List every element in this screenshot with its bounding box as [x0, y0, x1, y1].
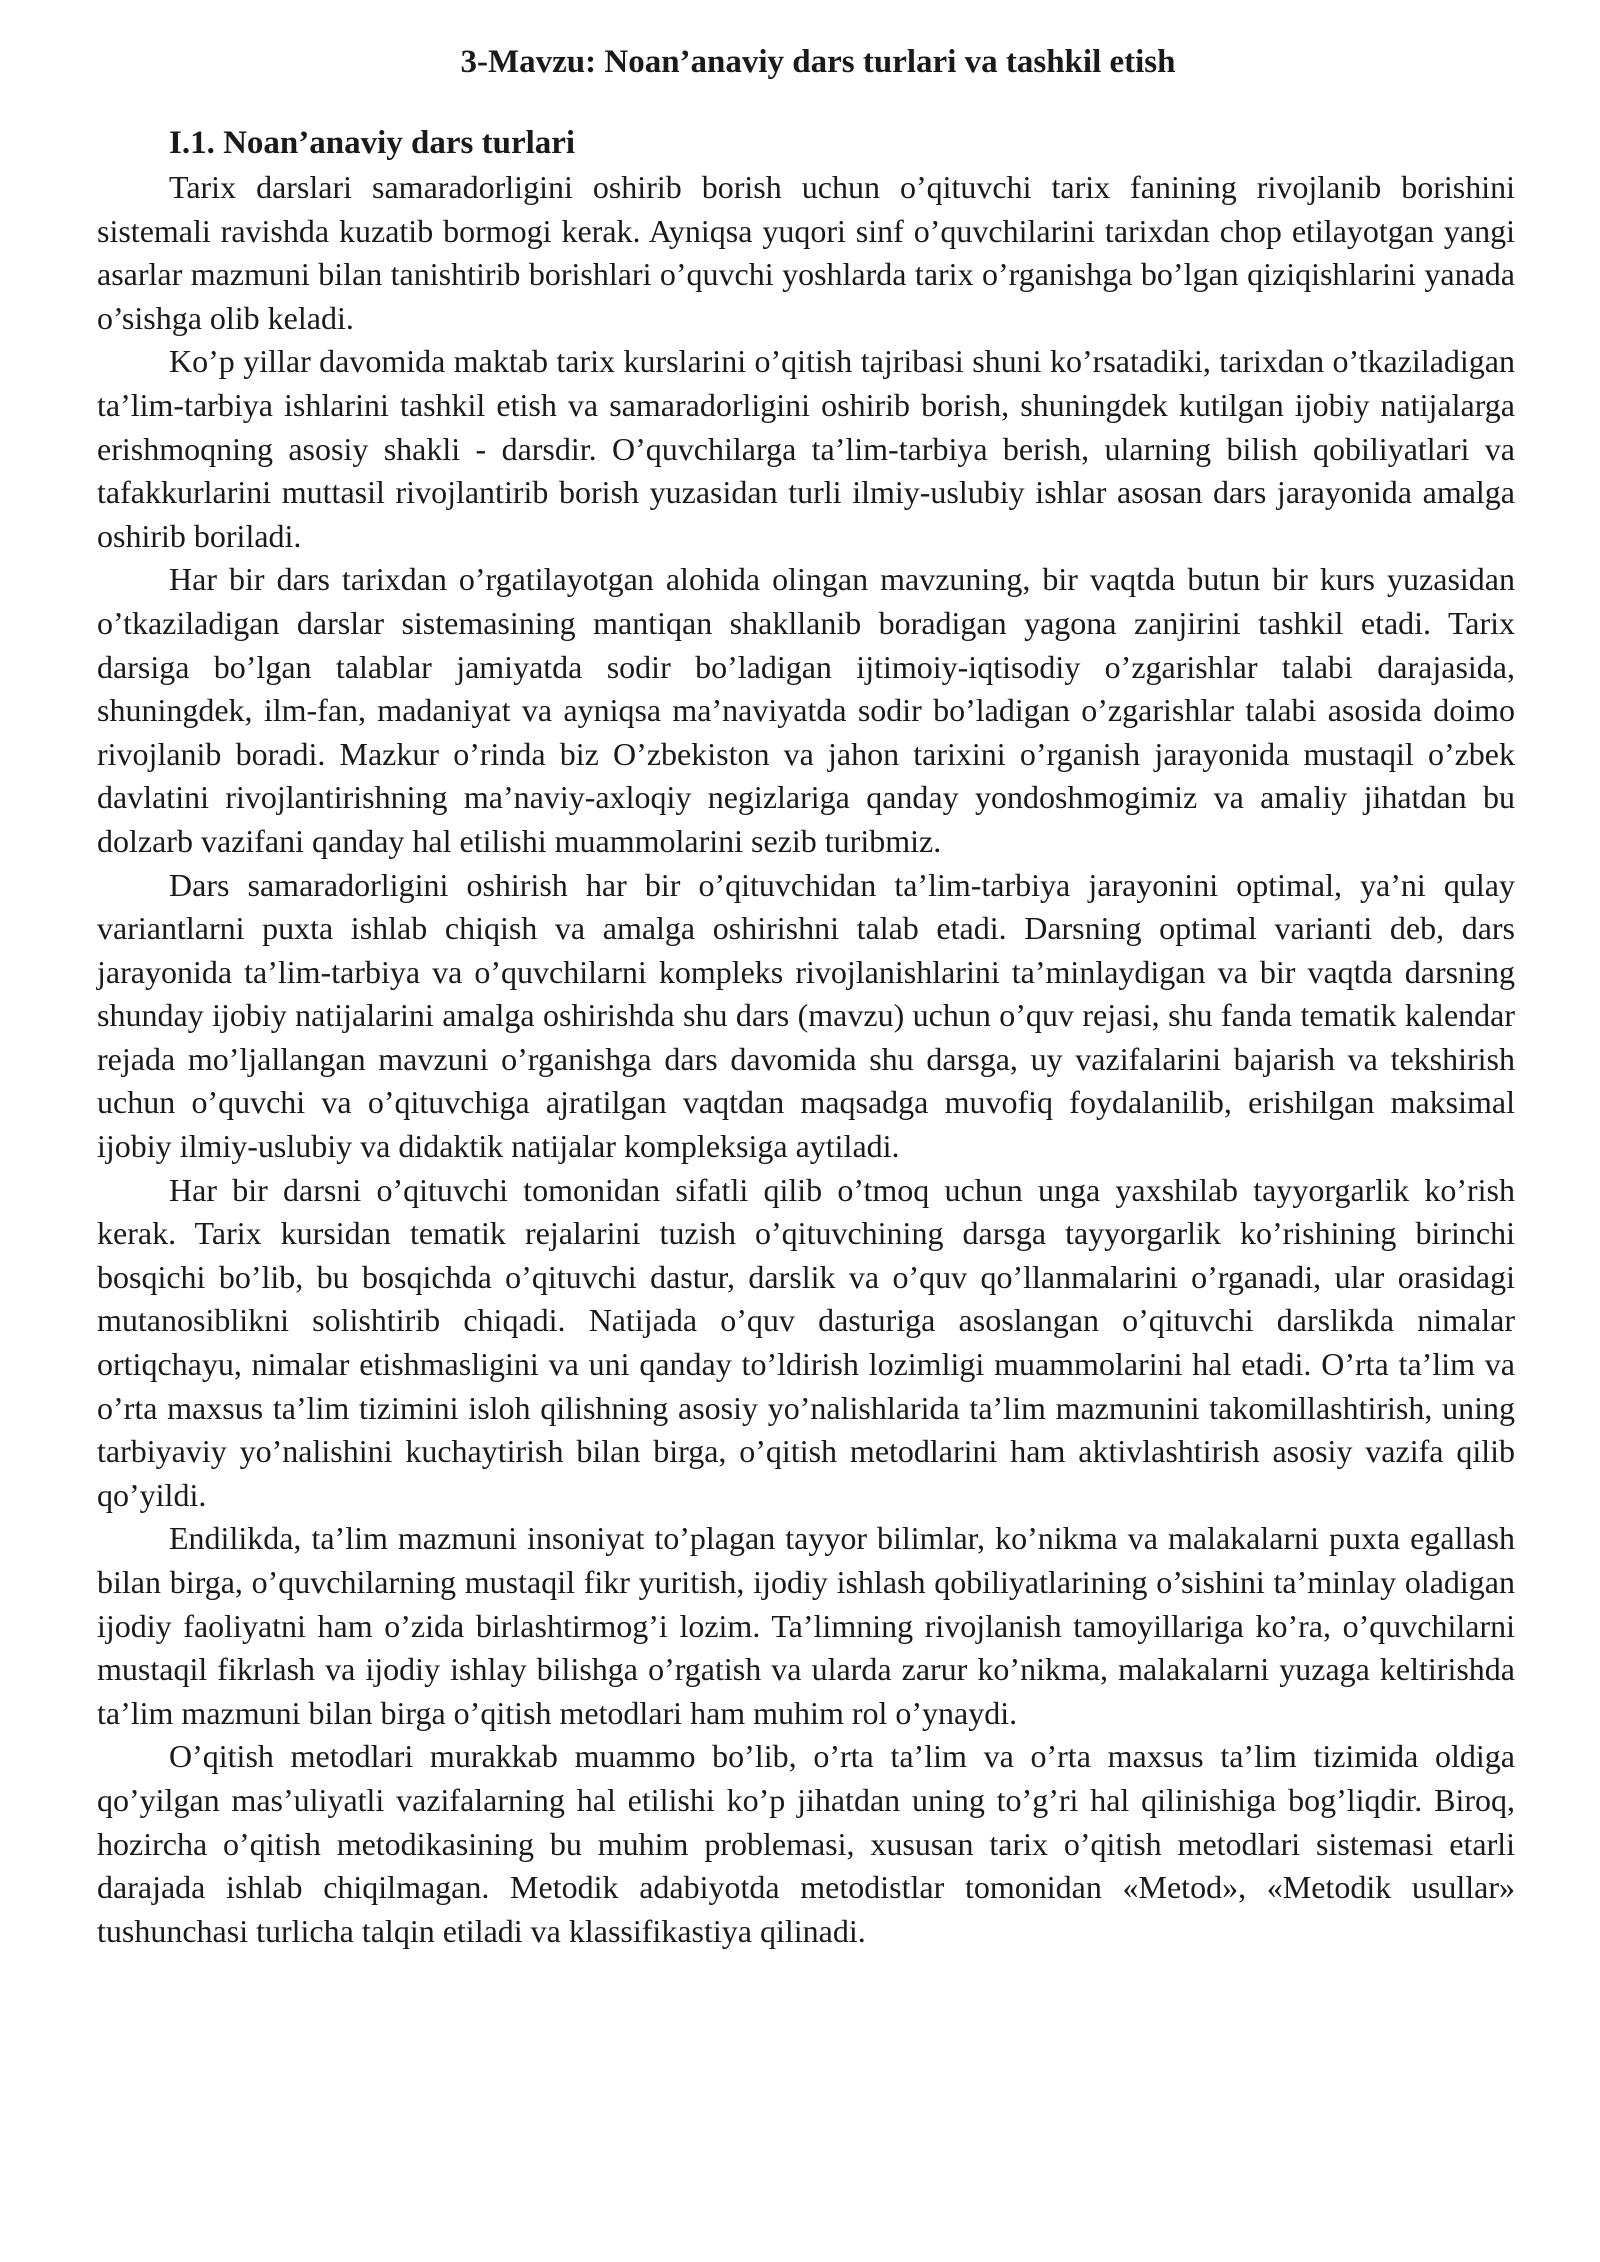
paragraph: Dars samaradorligini oshirish har bir o’qituvchidan ta’lim-tarbiya jarayonini optimal, ya’ni qulay variantlarni puxta ishlab chiqish va amalga oshirishni talab etadi. Darsning optimal varianti deb, dars jarayonida ta’lim-tarbiya va o’quvchilarni kompleks rivojlanishlarini ta’minlaydigan va bir vaqtda darsning shunday ijobiy natijalarini amalga oshirishda shu dars (mavzu) uchun o’quv rejasi, shu fanda tematik kalendar rejada mo’ljallangan mavzuni o’rganishga dars davomida shu darsga, uy vazifalarini bajarish va tekshirish uchun o’quvchi va o’qituvchiga ajratilgan vaqtdan maqsadga muvofiq foydalanilib, erishilgan maksimal ijobiy ilmiy-uslubiy va didaktik natijalar kompleksiga aytiladi. — [97, 866, 1515, 1165]
paragraph: Har bir darsni o’qituvchi tomonidan sifatli qilib o’tmoq uchun unga yaxshilab tayyorgarlik ko’rish kerak. Tarix kursidan tematik rejalarini tuzish o’qituvchining darsga tayyorgarlik ko’rishining birinchi bosqichi bo’lib, bu bosqichda o’qituvchi dastur, darslik va o’quv qo’llanmalarini o’rganadi, ular orasidagi mutanosiblikni solishtirib chiqadi. Natijada o’quv dasturiga asoslangan o’qituvchi darslikda nimalar ortiqchayu, nimalar etishmasligini va uni qanday to’ldirish lozimligi muammolarini hal etadi. O’rta ta’lim va o’rta maxsus ta’lim tizimini isloh qilishning asosiy yo’nalishlarida ta’lim mazmunini takomillashtirish, uning tarbiyaviy yo’nalishini kuchaytirish bilan birga, o’qitish metodlarini ham aktivlashtirish asosiy vazifa qilib qo’yildi. — [97, 1171, 1515, 1513]
section-heading: I.1. Noan’anaviy dars turlari — [169, 125, 576, 161]
paragraph: Har bir dars tarixdan o’rgatilayotgan alohida olingan mavzuning, bir vaqtda butun bir kurs yuzasidan o’tkaziladigan darslar sistemasining mantiqan shakllanib boradigan yagona zanjirini tashkil etadi. Tarix darsiga bo’lgan talablar jamiyatda sodir bo’ladigan ijtimoiy-iqtisodiy o’zgarishlar talabi darajasida, shuningdek, ilm-fan, madaniyat va ayniqsa ma’naviyatda sodir bo’ladigan o’zgarishlar talabi asosida doimo rivojlanib boradi. Mazkur o’rinda biz O’zbekiston va jahon tarixini o’rganish jarayonida mustaqil o’zbek davlatini rivojlantirishning ma’naviy-axloqiy negizlariga qanday yondoshmogimiz va amaliy jihatdan bu dolzarb vazifani qanday hal etilishi muammolarini sezib turibmiz. — [97, 561, 1515, 859]
paragraph: Endilikda, ta’lim mazmuni insoniyat to’plagan tayyor bilimlar, ko’nikma va malakalarni puxta egallash bilan birga, o’quvchilarning mustaqil fikr yuritish, ijodiy ishlash qobiliyatlarining o’sishini ta’minlay oladigan ijodiy faoliyatni ham o’zida birlashtirmog’i lozim. Ta’limning rivojlanish tamoyillariga ko’ra, o’quvchilarni mustaqil fikrlash va ijodiy ishlay bilishga o’rgatish va ularda zarur ko’nikma, malakalarni yuzaga keltirishda ta’lim mazmuni bilan birga o’qitish metodlari ham muhim rol o’ynaydi. — [97, 1520, 1515, 1731]
document-title: 3-Mavzu: Noan’anaviy dars turlari va tashkil etish — [460, 44, 1176, 80]
paragraph: O’qitish metodlari murakkab muammo bo’lib, o’rta ta’lim va o’rta maxsus ta’lim tizimida oldiga qo’yilgan mas’uliyatli vazifalarning hal etilishi ko’p jihatdan uning to’g’ri hal qilinishiga bog’liqdir. Biroq, hozircha o’qitish metodikasining bu muhim problemasi, xususan tarix o’qitish metodlari sistemasi etarli darajada ishlab chiqilmagan. Metodik adabiyotda metodistlar tomonidan «Metod», «Metodik usullar» tushunchasi turlicha talqin etiladi va klassifikastiya qilinadi. — [97, 1738, 1515, 1949]
paragraph: Ko’p yillar davomida maktab tarix kurslarini o’qitish tajribasi shuni ko’rsatadiki, tarixdan o’tkaziladigan ta’lim-tarbiya ishlarini tashkil etish va samaradorligini oshirib borish, shuningdek kutilgan ijobiy natijalarga erishmoqning asosiy shakli - darsdir. O’quvchilarga ta’lim-tarbiya berish, ularning bilish qobiliyatlari va tafakkurlarini muttasil rivojlantirib borish yuzasidan turli ilmiy-uslubiy ishlar asosan dars jarayonida amalga oshirib boriladi. — [97, 343, 1515, 554]
paragraph: Tarix darslari samaradorligini oshirib borish uchun o’qituvchi tarix fanining rivojlanib borishini sistemali ravishda kuzatib bormogi kerak. Ayniqsa yuqori sinf o’quvchilarini tarixdan chop etilayotgan yangi asarlar mazmuni bilan tanishtirib borishlari o’quvchi yoshlarda tarix o’rganishga bo’lgan qiziqishlarini yanada o’sishga olib keladi. — [97, 169, 1515, 336]
document-page — [97, 34, 1515, 1953]
